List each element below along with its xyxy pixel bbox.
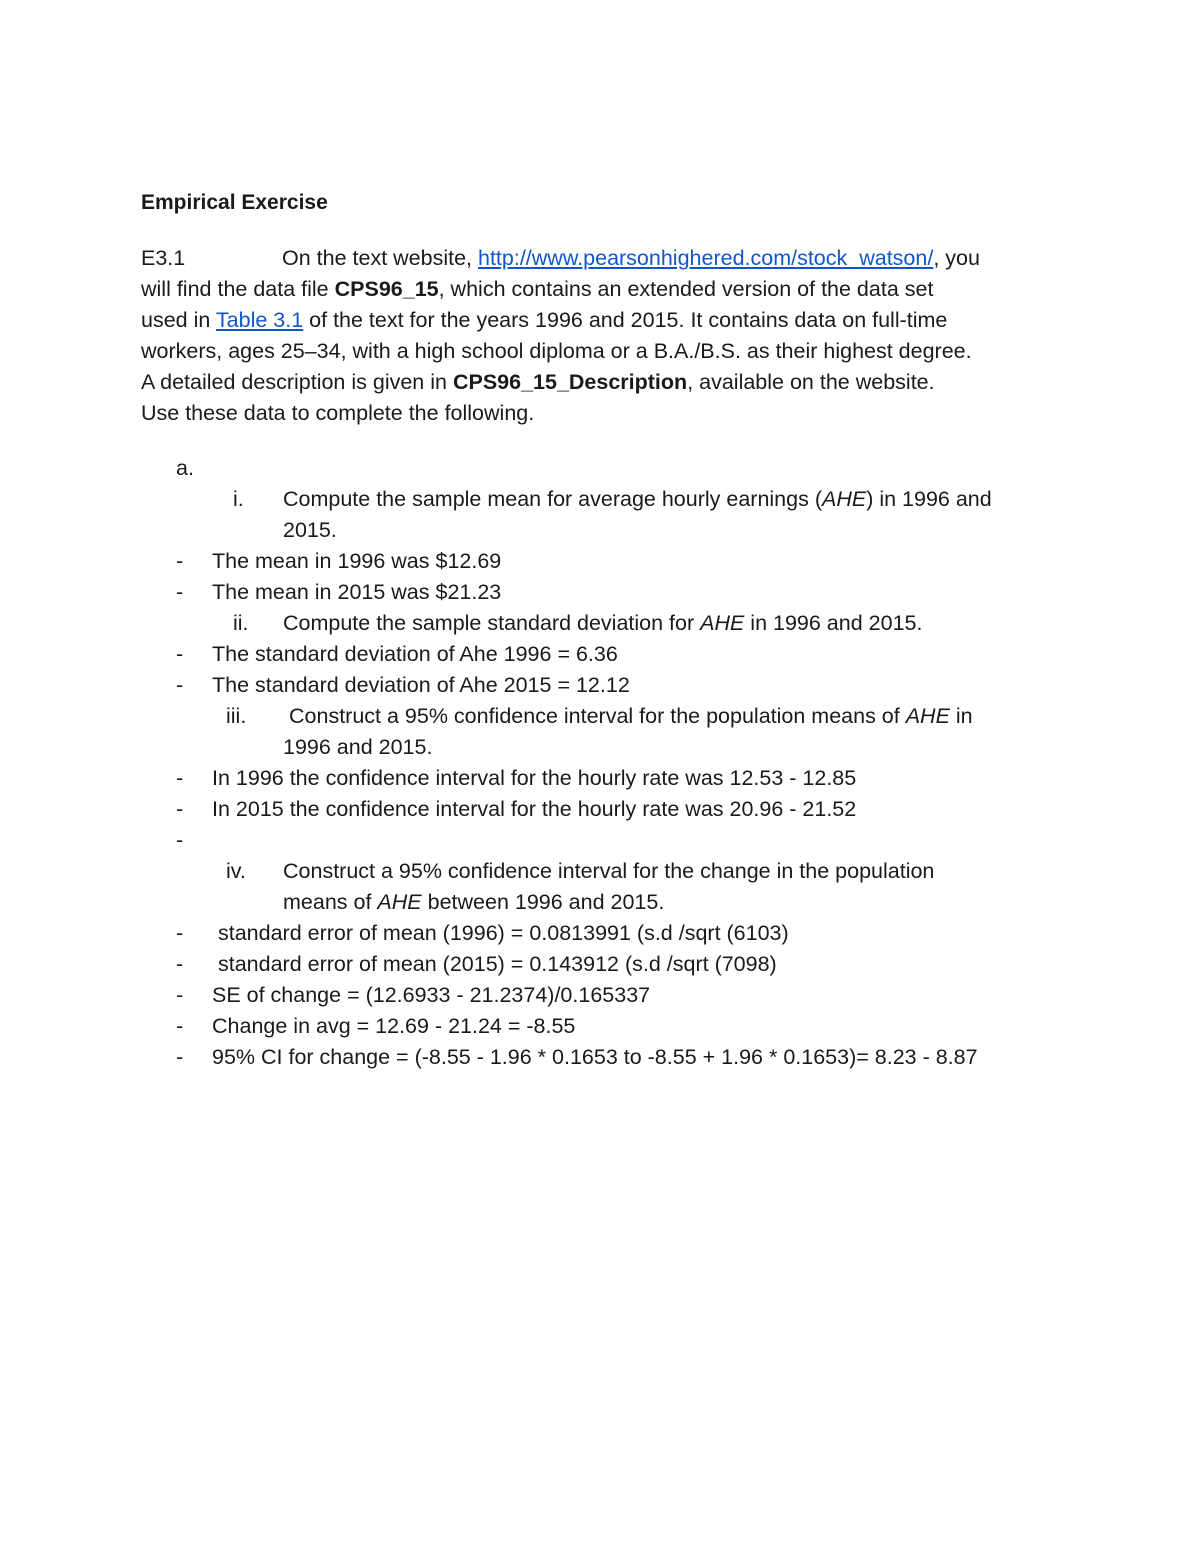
- empty-answer-item: [0, 825, 1200, 856]
- dash-bullet: -: [176, 1014, 184, 1038]
- dash-bullet: -: [176, 921, 184, 945]
- question-text: [283, 608, 922, 639]
- paragraph-text: will find the data file: [141, 277, 335, 301]
- list-item-a: [0, 453, 1200, 484]
- question-text-part: means of: [283, 890, 378, 914]
- dash-bullet: -: [176, 828, 184, 852]
- question-text-part: Compute the sample standard deviation for: [283, 611, 701, 635]
- answer-item: [0, 639, 1200, 670]
- section-heading: Empirical Exercise: [141, 191, 328, 214]
- paragraph-text: On the text website,: [282, 246, 478, 270]
- question-i-continued: [0, 515, 1200, 546]
- answer-item: [0, 1011, 1200, 1042]
- answer-text: In 2015 the confidence interval for the hourly rate was 20.96 - 21.52: [212, 797, 857, 821]
- dash-bullet: -: [176, 983, 184, 1007]
- question-text-part: in: [949, 704, 973, 728]
- description-file-name: CPS96_15_Description: [452, 370, 688, 394]
- paragraph-line: [141, 243, 1101, 274]
- answer-text: 95% CI for change = (-8.55 - 1.96 * 0.1653 to -8.55 + 1.96 * 0.1653)= 8.23 - 8.87: [212, 1045, 978, 1069]
- answer-item: [0, 670, 1200, 701]
- paragraph-line: Use these data to complete the following.: [141, 401, 535, 425]
- exercise-number: E3.1: [141, 246, 186, 270]
- question-i: [0, 484, 1200, 515]
- question-ii: [0, 608, 1200, 639]
- table-link[interactable]: Table 3.1: [215, 308, 304, 332]
- dash-bullet: -: [176, 766, 184, 790]
- exercise-paragraph: [141, 243, 1101, 429]
- paragraph-line: [141, 367, 1101, 398]
- question-text: 1996 and 2015.: [283, 735, 433, 759]
- answer-text: The standard deviation of Ahe 1996 = 6.36: [212, 642, 618, 666]
- question-text: [283, 887, 664, 918]
- list-marker: iii.: [226, 704, 247, 728]
- question-text: [289, 701, 973, 732]
- paragraph-text: , which contains an extended version of the data set: [438, 277, 934, 301]
- paragraph-line: [141, 305, 1101, 336]
- question-text-part: in 1996 and 2015.: [744, 611, 923, 635]
- paragraph-text: used in: [141, 308, 216, 332]
- answer-text: standard error of mean (2015) = 0.143912 (s.d /sqrt (7098): [218, 952, 777, 976]
- paragraph-text: , you: [933, 246, 980, 270]
- answer-text: In 1996 the confidence interval for the hourly rate was 12.53 - 12.85: [212, 766, 857, 790]
- data-file-name: CPS96_15: [334, 277, 439, 301]
- answer-item: [0, 1042, 1200, 1073]
- question-iii-continued: [0, 732, 1200, 763]
- dash-bullet: -: [176, 797, 184, 821]
- answer-item: [0, 546, 1200, 577]
- dash-bullet: -: [176, 549, 184, 573]
- answer-text: SE of change = (12.6933 - 21.2374)/0.165337: [212, 983, 651, 1007]
- answer-text: The mean in 1996 was $12.69: [212, 549, 502, 573]
- answer-text: Change in avg = 12.69 - 21.24 = -8.55: [212, 1014, 576, 1038]
- question-iv-continued: [0, 887, 1200, 918]
- answer-text: The standard deviation of Ahe 2015 = 12.12: [212, 673, 630, 697]
- answer-item: [0, 918, 1200, 949]
- dash-bullet: -: [176, 952, 184, 976]
- list-marker: i.: [233, 487, 244, 511]
- answer-item: [0, 980, 1200, 1011]
- paragraph-text: , available on the website.: [687, 370, 935, 394]
- paragraph-line: [141, 274, 1101, 305]
- answer-item: [0, 577, 1200, 608]
- question-text-part: Construct a 95% confidence interval for the population means of: [289, 704, 906, 728]
- question-text-part: Compute the sample mean for average hourly earnings (: [283, 487, 822, 511]
- question-text-part: ) in 1996 and: [866, 487, 992, 511]
- question-text: [283, 484, 992, 515]
- list-marker: a.: [176, 456, 194, 480]
- dash-bullet: -: [176, 1045, 184, 1069]
- exercise-list: [0, 453, 1200, 1073]
- question-text: 2015.: [283, 518, 337, 542]
- question-iii: [0, 701, 1200, 732]
- question-text: Construct a 95% confidence interval for the change in the population: [283, 859, 935, 883]
- question-text-part: between 1996 and 2015.: [421, 890, 665, 914]
- answer-text: The mean in 2015 was $21.23: [212, 580, 502, 604]
- variable-name: AHE: [377, 890, 422, 914]
- variable-name: AHE: [905, 704, 950, 728]
- list-marker: ii.: [233, 611, 249, 635]
- answer-item: [0, 794, 1200, 825]
- paragraph-text: A detailed description is given in: [141, 370, 453, 394]
- variable-name: AHE: [700, 611, 745, 635]
- dash-bullet: -: [176, 642, 184, 666]
- dash-bullet: -: [176, 580, 184, 604]
- dash-bullet: -: [176, 673, 184, 697]
- answer-item: [0, 763, 1200, 794]
- paragraph-text: of the text for the years 1996 and 2015. It contains data on full-time: [303, 308, 948, 332]
- paragraph-line: workers, ages 25–34, with a high school diploma or a B.A./B.S. as their highest degree.: [141, 339, 972, 363]
- website-link[interactable]: http://www.pearsonhighered.com/stock_watson/: [478, 246, 934, 270]
- list-marker: iv.: [226, 859, 246, 883]
- answer-item: [0, 949, 1200, 980]
- answer-text: standard error of mean (1996) = 0.0813991 (s.d /sqrt (6103): [218, 921, 789, 945]
- question-iv: [0, 856, 1200, 887]
- variable-name: AHE: [821, 487, 867, 511]
